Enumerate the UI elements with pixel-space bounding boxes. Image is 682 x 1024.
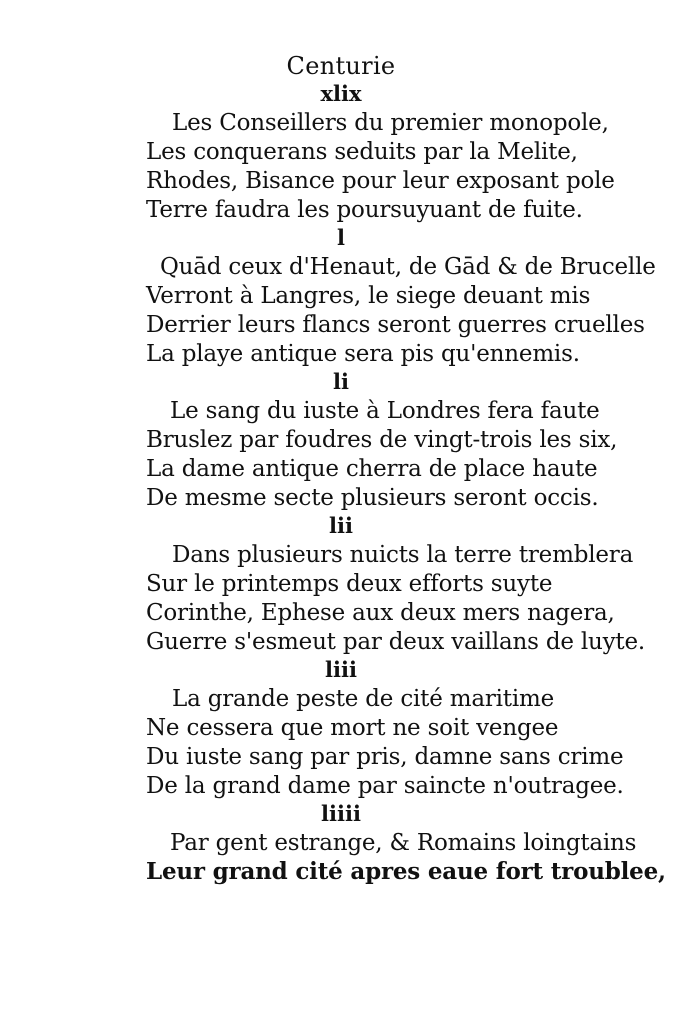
quatrain-number: lii — [329, 513, 353, 538]
quatrain-number: li — [333, 369, 349, 394]
verse-line: Par gent estrange, & Romains loingtains — [170, 830, 637, 856]
verse-line: La dame antique cherra de place haute — [146, 456, 598, 482]
verse-line: Ne cessera que mort ne soit vengee — [146, 715, 559, 741]
verse-line: La playe antique sera pis qu'ennemis. — [146, 341, 580, 367]
verse-line: Quād ceux d'Henaut, de Gād & de Brucelle — [160, 254, 656, 280]
verse-line: De la grand dame par saincte n'outragee. — [146, 773, 624, 799]
verse-line: Corinthe, Ephese aux deux mers nagera, — [146, 600, 615, 626]
verse-line: De mesme secte plusieurs seront occis. — [146, 485, 599, 511]
verse-line: Les conquerans seduits par la Melite, — [146, 139, 578, 165]
verse-line: La grande peste de cité maritime — [172, 686, 555, 712]
verse-line: Les Conseillers du premier monopole, — [172, 110, 609, 136]
verse-line: Verront à Langres, le siege deuant mis — [146, 283, 591, 309]
verse-line: Sur le printemps deux efforts suyte — [146, 571, 553, 597]
verse-line: Le sang du iuste à Londres fera faute — [170, 398, 600, 424]
running-head: Centurie — [286, 52, 396, 80]
quatrain-number: liiii — [321, 801, 361, 826]
verse-line: Rhodes, Bisance pour leur exposant pole — [146, 168, 615, 194]
verse-line: Derrier leurs flancs seront guerres cruelles — [146, 312, 645, 338]
verse-line: Du iuste sang par pris, damne sans crime — [146, 744, 624, 770]
quatrain-number: liii — [325, 657, 357, 682]
quatrain-number: xlix — [320, 81, 362, 106]
verse-line: Dans plusieurs nuicts la terre tremblera — [172, 542, 634, 568]
verse-line: Terre faudra les poursuyuant de fuite. — [146, 197, 583, 223]
verse-line: Leur grand cité apres eaue fort troublee, — [146, 858, 666, 885]
verse-line: Guerre s'esmeut par deux vaillans de luyte. — [146, 629, 645, 655]
verse-line: Bruslez par foudres de vingt-trois les six, — [146, 427, 618, 453]
quatrain-number: l — [337, 225, 345, 250]
